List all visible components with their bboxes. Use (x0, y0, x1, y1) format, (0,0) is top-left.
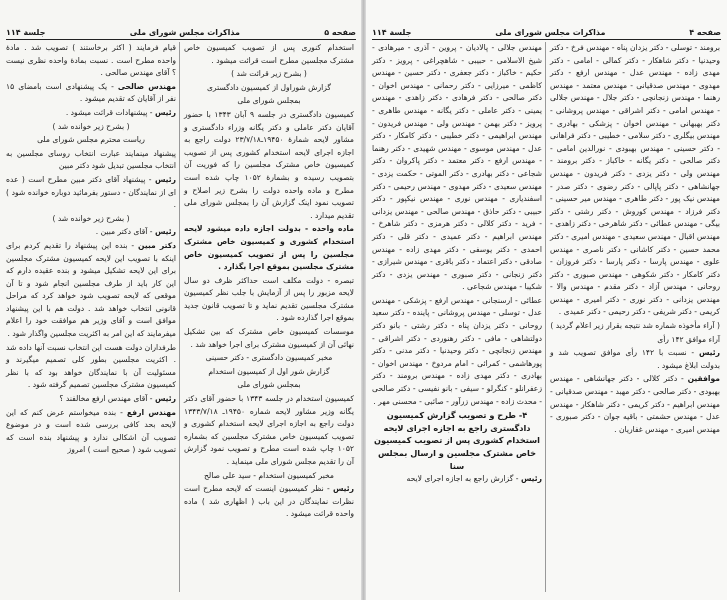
paragraph: ماده واحده - بدولت اجازه داده میشود لایحه استخدام کشوری و کمیسیون خاص مشترک مجلسین را پس از تصویب کمیسیون خاص مشترک مجلسین بموقع اجرا بگذارد . (184, 224, 354, 272)
speaker-paragraph (6, 107, 176, 120)
speech-text: - پیشنهاد آقای دکتر مبین مطرح است ( عده ای از نمایندگان - دستور بفرمائید دوباره خوانده شود ) . (6, 174, 176, 210)
right-page-left-column (372, 42, 542, 487)
speaker-name: رئیس (154, 107, 176, 117)
speaker-name: مهندس ارفع (126, 407, 176, 417)
speaker-paragraph (372, 473, 542, 486)
speaker-paragraph (6, 174, 176, 212)
speaker-name: رئیس (154, 394, 176, 404)
centered-line: ( بشرح زیر خوانده شد ) (52, 213, 130, 223)
speech-text: - پیشنهادات قرائت میشود . (65, 107, 153, 117)
speaker-name: رئیس (698, 348, 721, 358)
speech-text: - نسبت با ۱۴۲ رأی موافق تصویب شد و بدولت ابلاغ میشود . (550, 348, 720, 370)
centered-line: مخبر کمیسیون استخدام - سید علی صالح (204, 470, 334, 480)
paragraph: موسسات کمیسیون خاص مشترک که بین تشکیل نهائی آن از کمیسیون مشترک برای اجرا خواهد شد . (184, 327, 354, 349)
centered-line: بمجلس شورای ملی (237, 380, 301, 390)
running-title: مذاکرات مجلس شورای ملی (495, 27, 606, 37)
right-page-header (372, 26, 721, 40)
left-page-left-column (6, 42, 176, 458)
speaker-paragraph (184, 483, 354, 521)
speaker-paragraph (550, 373, 720, 436)
speaker-name: رئیس (154, 174, 176, 184)
speaker-paragraph (6, 407, 176, 457)
speaker-paragraph (6, 226, 176, 239)
speech-text: - بنده این پیشنهاد را تقدیم کردم برای اینکه با تصویب این لایحه کمیسیون مشترک مجلسین برای این لایحه تشکیل میشود و بنده عقیده دارم که این کار باید از طرف مجلسین انجام شود و تا آن موقعی که لایحه تصویب شود خواهد کرد که مراحل قانونی انتخاب خواهد شد . دولت هم با این پیشنهاد موافق است و آقای وزیر هم موافقت خود را اعلام میفرمایند که این امر به اکثریت مجلسین واگذار شود . (6, 240, 176, 339)
centered-line: ریاست محترم مجلس شورای ملی (37, 135, 145, 145)
left-page (0, 0, 362, 600)
paragraph: کمیسیون استخدام در جلسه ۱۳۴۳ با حضور آقای دکتر یگانه وزیر مشاور لایحه شماره ۱۹۴۵۰ـ ۱۳۴۳/۷/۱۸ دولت راجع به اجازه اجرای لایحه استخدام کشوری و تصویب کمیسیون خاص مشترک مجلسین که بشماره ۱۰۵۲ چاپ شده است مطرح و تصویب نمود گزارش آن را تقدیم مجلس شورای ملی مینماید . (184, 394, 354, 466)
speaker-name: مهندس صالحی (117, 81, 176, 91)
speaker-name: موافقین (687, 374, 720, 384)
centered-line: گزارش شور اول از کمیسیون استخدام (208, 366, 330, 376)
centered-line: مخبر کمیسیون دادگستری - دکتر حسینی (205, 353, 333, 363)
paragraph: مهندس جلالی - پالادیان - پروین - آذری - میرهادی - شیخ الاسلامی - حبیبی - شاهچراغی - پرویز - دکتر حکیم - خاکباز - دکتر جعفری - دکتر حسین - مهندس کاظمی - میرزایی - دکتر رحمانی - مهندس اخوان - دکتر صالحی - دکتر فرهادی - دکتر زاهدی - مهندس یمینی - دکتر عاملی - دکتر یگانه - مهندس طاهری - پرویز - دکتر بهمن - مهندس ولی - مهندس فریدون - مهندس ابراهیمی - دکتر خطیبی - دکتر کامکار - دکتر عدل - مهندس موسوی - مهندس شهیدی - دکتر رهنما - مهندس ارفع - دکتر معتمد - دکتر پاکروان - دکتر شجاعی - دکتر بهادری - دکتر الموتی - حکمت یزدی - مهندس سعیدی - دکتر مهدوی - مهندس رحیمی - دکتر اسفندیاری - مهندس نوری - مهندس نیکپور - دکتر حبیبی - دکتر حاذق - مهندس صالحی - مهندس یزدانی - فرید - دکتر کلالی - دکتر هرمزی - دکتر شاهرخ - مهندس ابراهیم - دکتر عمیدی - دکتر قلی - دکتر احمدی - دکتر یوسفی - دکتر مهدی زاده - مهندس صادقی - دکتر اعتماد - دکتر باقری - مهندس شیرازی - دکتر زنجانی - دکتر صبوری - مهندس یزدی - دکتر شکیبا - مهندس شجاعی . (372, 43, 542, 292)
left-page-header (6, 26, 356, 40)
speaker-name: رئیس (332, 484, 354, 494)
paragraph: ( آراء مأخوذه شماره شد نتیجه بقرار زیر اعلام گردید ) (550, 321, 720, 331)
paragraph: تبصره - دولت مکلف است حداکثر ظرف دو سال لایحه مزبور را پس از آزمایش با جلب نظر کمیسیون مشترک مجلسین تقدیم نماید و تا تصویب قانون جدید بموقع اجرا گذارده شود . (184, 275, 354, 323)
paragraph: آراء موافق ۱۴۲ رأی (657, 334, 720, 344)
speaker-name: دکتر مبین (138, 240, 177, 250)
paragraph: کمیسیون دادگستری در جلسه ۹ آبان ۱۳۴۳ با حضور آقایان دکتر عاملی و دکتر یگانه وزراء دادگستری و مشاور لایحه شمارهٔ ۱۹۴۵۰ـ۲۳/۷/۱۸ دولت راجع به اجازه اجرای لایحه استخدام کشوری پس از تصویب کمیسیون خاص مشترک مجلسین را که فوریت آن بتصویب رسیده و بشمارهٔ ۱۰۵۲ چاپ شده است مطرح و ماده واحده دولت را بشرح زیر اصلاح و تصویب نمود اینک گزارش آن را بمجلس شورای ملی تقدیم میدارد . (184, 109, 354, 220)
speech-text: - دکتر کلالی - دکتر جهانشاهی - مهندس بهبودی - دکتر صالحی - دکتر مهبد - مهندس صدقیانی - مهندس ابراهیم - دکتر کریمی - دکتر شاهکار - مهندس عدل - مهندس حشمتی - باقیه جوان - دکتر صبوری - مهندس امیری - مهندس غفاریان . (550, 374, 720, 434)
speech-text: - آقای دکتر مبین . (95, 227, 153, 237)
paragraph: طرفداران دولت هست این انتخاب نسبت آنها داده شد . اکثریت مجلسین بطور کلی تصمیم میگیرند و مسئولیت آن با نمایندگان خواهد بود که با نظر کمیسیون مشترک مجلسین تصمیم گرفته شود . (6, 342, 176, 390)
centered-line: گزارش شوراول از کمیسیون دادگستری (206, 82, 332, 92)
page-number: صفحه ۴ (689, 27, 721, 37)
speech-text: - آقای مهندس ارفع مخالفند ؟ (59, 394, 153, 404)
paragraph: استخدام کنوری پس از تصویب کمیسیون خاص مشترک مجلسین مطرح است قرائت میشود . (184, 43, 354, 65)
right-page (366, 0, 727, 600)
paragraph: قیام فرمایند ( اکثر برخاستند ) تصویب شد . مادهٔ واحده مطرح است . نسبت بمادهٔ واحده نظری نیست ؟ آقای مهندس صالحی . (6, 43, 176, 78)
paragraph: برومند - توسلی - دکتر یزدان پناه - مهندس فرخ - دکتر وحیدنیا - دکتر شاهکار - دکتر کمالی - امامی - دکتر مهدی زاده - مهندس عدل - مهندس ارفع - دکتر مهدوی - مهندس صدقیانی - مهندس معتمد - مهندس رهنما - مهندس زنجانچی - دکتر جلال - مهندس جلالی - مهندس امامی - دکتر اشراقی - مهندس پروشانی - دکتر بهبهانی - مهندس اخوان - پزشکی - بهادری - مهندس بیگلری - دکتر سلامی - خطیبی - دکتر فراهانی - دکتر حسینی - مهندس بهبودی - نورالدین امامی - دکتر صالحی - دکتر یگانه - خاکباز - دکتر برومند - مهندس ولی - دکتر یزدی - دکتر فریدون - مهندس جهانشاهی - دکتر پاپالی - دکتر رضوی - دکتر صدر - مهندس نیک پور - دکتر طاهری - مهندس میر حسینی - دکتر فرزاد - مهندس کوروش - دکتر رشتی - دکتر بیگی - مهندس عطائی - دکتر شاهرخی - دکتر زاهدی - مهندس اقبال - مهندس سعیدی - مهندس امیری - دکتر محمد حسین - دکتر کاشانی - دکتر ناصری - مهندس علوی - مهندس پارسا - دکتر پارسا - دکتر فروزان - دکتر کامکار - دکتر شکوهی - مهندس صبوری - دکتر روحانی - مهندس آزاد - دکتر مقدم - مهندس والا - مهندس یزدانی - دکتر نوری - دکتر امیری - مهندس کریمی - دکتر شریفی - دکتر رحیمی - دکتر عمیدی . (550, 43, 720, 317)
speech-text: - گزارش راجع به اجازه اجرای لایحه (406, 474, 519, 484)
column-divider (179, 42, 180, 592)
speaker-paragraph (6, 393, 176, 406)
speech-text: - بنده میخواستم عرض کنم که این لایحه بحد کافی بررسی شده است و در موضوع تصویب آن اشکالی ندارد و پیشنهاد بنده است که تصویب شود ( صحیح است ) امروز (6, 407, 176, 455)
centered-line: بمجلس شورای ملی (237, 96, 301, 106)
speech-text: - یک پیشنهادی است بامضای ۱۵ نفر از آقایان که تقدیم میشود . (6, 81, 176, 104)
column-divider (545, 42, 546, 592)
page-number: صفحه ۵ (324, 27, 356, 37)
session-number: جلسة ۱۱۴ (372, 27, 412, 37)
centered-line: ( بشرح زیر خوانده شد ) (52, 121, 130, 131)
paragraph: پیشنهاد مینمایند عبارت انتخاب روسای مجلسین به انتخاب مجلسین تبدیل شود دکتر مبین (6, 148, 176, 171)
speaker-paragraph (6, 81, 176, 106)
left-page-right-column (184, 42, 354, 522)
speech-text: - نظر کمیسیون اینست که لایحه مطرح است نظرات نمایندگان در این باب ( اظهاری شد ) ماده واحده قرائت میشود . (184, 484, 354, 519)
running-title: مذاکرات مجلس شورای ملی (129, 27, 240, 37)
centered-line: ( بشرح زیر قرائت شد ) (231, 69, 307, 79)
section-heading: ۴- طرح و تصویب گزارش کمیسیون دادگستری راجع به اجازه اجرای لایحه استخدام کشوری پس از تصویب کمیسیون خاص مشترک مجلسین و ارسال بمجلس سنا (374, 410, 540, 471)
session-number: جلسة ۱۱۴ (6, 27, 46, 37)
paragraph: عطائی - ارسنجانی - مهندس ارفع - پزشکی - مهندس عدل - توسلی - مهندس پروشانی - پاینده - دکتر سعید روحانی - دکتر یزدان پناه - دکتر رشتی - بانو دکتر دولتشاهی - مافی - دکتر رهنوردی - دکتر اشراقی - مهندس زنجانچی - دکتر وحیدنیا - دکتر مدنی - دکتر پورهاشمی - کمرائی - امام مردوخ - مهندس اخوان - بهادری - دکتر مهدی زاده - مهندس برومند - دکتر زعفرانلو - کنگرلو - سیفی - بانو نفیسی - دکتر صالحی - محدث زاده - مهندس زرآور - صائبی - محسنی مهر . (372, 295, 542, 406)
speaker-name: رئیس (154, 227, 176, 237)
speaker-name: رئیس (520, 474, 542, 484)
speaker-paragraph (6, 240, 176, 341)
right-page-right-column (550, 42, 720, 437)
speaker-paragraph (550, 347, 720, 372)
